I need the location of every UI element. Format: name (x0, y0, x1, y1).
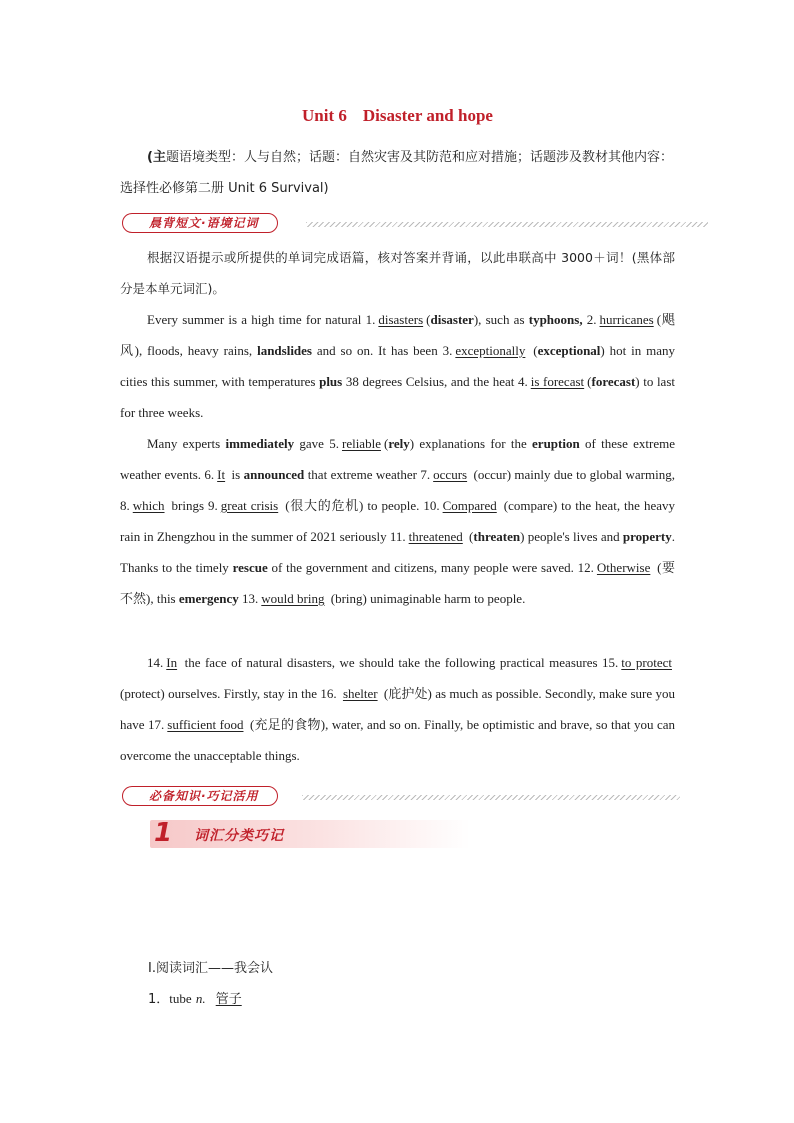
banner-hatch (306, 222, 708, 227)
unit-name: Disaster and hope (362, 106, 493, 125)
answer-14: In (166, 655, 178, 670)
answer-5: reliable (341, 436, 381, 451)
answer-8: which (132, 498, 165, 513)
answer-1: disasters (378, 312, 424, 327)
answer-17: sufficient food (167, 717, 244, 732)
intro-text: 题语境类型：人与自然；话题：自然灾害及其防范和应对措施；话题涉及教材其他内容：选择性必修第二册 Unit 6 Survival) (120, 150, 673, 196)
unit-number: Unit 6 (302, 106, 347, 125)
page-title (120, 106, 675, 126)
banner-hatch (302, 795, 680, 800)
answer-6: It (217, 467, 226, 482)
answer-13: would bring (261, 591, 325, 606)
reading-vocab-heading: Ⅰ.阅读词汇——我会认 (148, 961, 273, 976)
vocab-classification-header (150, 820, 470, 848)
section-label: 词汇分类巧记 (194, 828, 284, 844)
passage-paragraph-2: Many experts immediately gave 5. reliable (rely) explanations for the eruption of these extreme weather events. 6. It is announced that extreme weather 7. occurs (occur) mainly due to global warming, 8. which brings 9. great crisis (很大的危机) to people. 10. Compared (compare) to the heat, the heavy rain in Zhengzhou in the summer of 2021 seriously 11. threatened (threaten) people's lives and property. Thanks to the timely rescue of the government and citizens, many people were saved. 12. Otherwise (要不然), this emergency 13. would bring (bring) unimaginable harm to people. (120, 436, 676, 606)
passage-paragraph-1: Every summer is a high time for natural 1. disasters (disaster), such as typhoons, 2. hurricanes (飓风), floods, heavy rains, landslides and so on. It has been 3. exceptionally (exceptional) hot in many cities this summer, with temperatures plus 38 degrees Celsius, and the heat 4. is forecast (forecast) to last for three weeks. (120, 312, 676, 420)
answer-7: occurs (433, 467, 468, 482)
banner-label: 晨背短文·语境记词 (122, 213, 278, 233)
instruction-text: 根据汉语提示或所提供的单词完成语篇，核对答案并背诵，以此串联高中 3000＋词！(黑体部分是本单元词汇)。 (120, 250, 675, 296)
section-number: 1 (154, 818, 173, 848)
section-banner-morning-reading (120, 212, 710, 234)
answer-11: threatened (408, 529, 463, 544)
answer-16: shelter (342, 686, 378, 701)
vocab-answer-1: 管子 (215, 992, 242, 1007)
answer-2: hurricanes (599, 312, 654, 327)
answer-4: is forecast (530, 374, 585, 389)
banner-label: 必备知识·巧记活用 (122, 786, 278, 806)
answer-9: great crisis (220, 498, 279, 513)
answer-12: Otherwise (596, 560, 651, 575)
answer-10: Compared (442, 498, 497, 513)
vocab-item-1: 1．tube n. 管子 (148, 988, 248, 1007)
intro-prefix: (主 (147, 150, 166, 165)
section-banner-essential-knowledge (120, 785, 710, 807)
topic-intro (120, 142, 675, 204)
answer-3: exceptionally (455, 343, 526, 358)
passage-paragraph-3: 14. In the face of natural disasters, we should take the following practical measures 15. to protect (protect) ourselves. Firstly, stay in the 16. shelter (庇护处) as much as possible. Secondly, make sure you have 17. sufficient food (充足的食物), water, and so on. Finally, be optimistic and brave, so that you can overcome the unacceptable things. (120, 655, 675, 763)
answer-15: to protect (621, 655, 672, 670)
